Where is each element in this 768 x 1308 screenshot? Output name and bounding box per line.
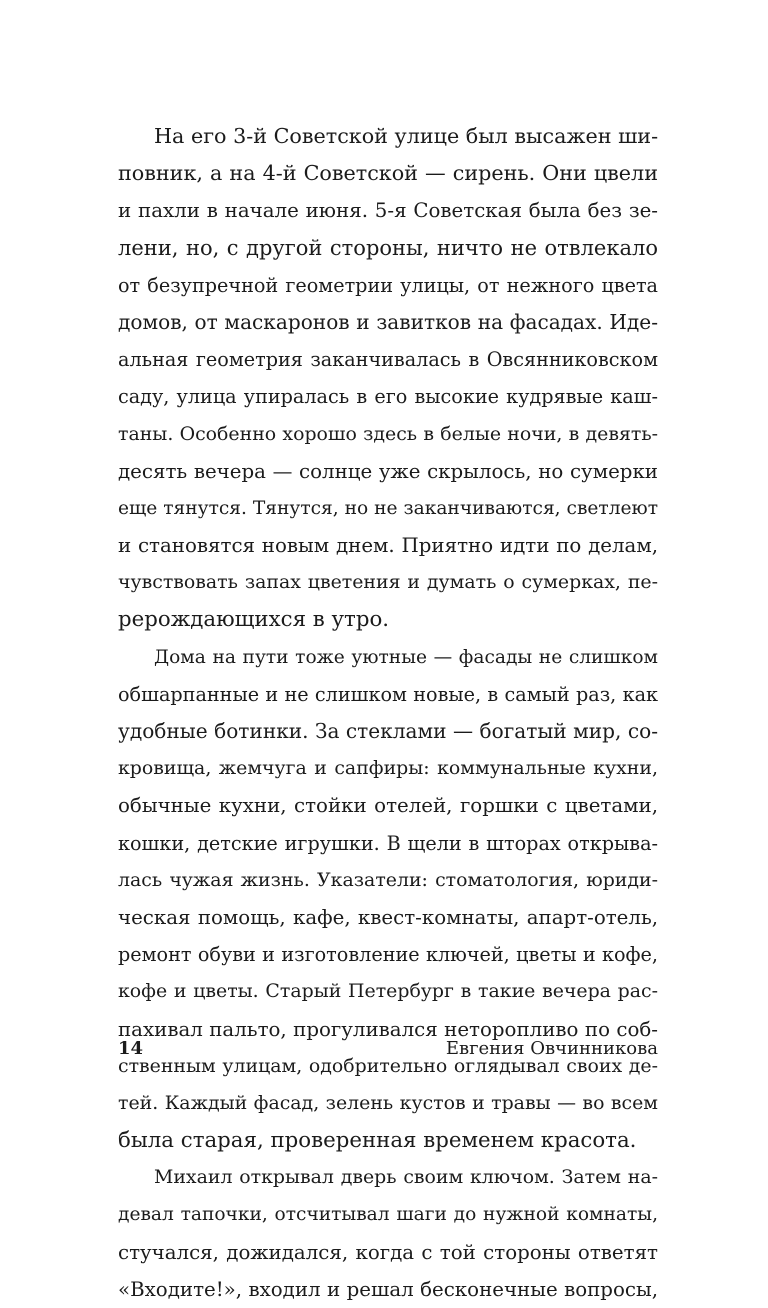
text-line: Михаил открывал дверь своим ключом. Затем на- (154, 1166, 658, 1189)
text-line: ственным улицам, одобрительно оглядывал своих де- (118, 1054, 658, 1077)
text-line: кофе и цветы. Старый Петербург в такие вечера рас- (118, 980, 658, 1003)
text-line: еще тянутся. Тянутся, но не заканчиваются, светлеют (118, 497, 658, 519)
page-number: 14 (118, 1038, 144, 1059)
text-line: чувствовать запах цветения и думать о сумерках, пе- (118, 571, 658, 594)
text-line: домов, от маскаронов и завитков на фасадах. Иде- (118, 309, 658, 334)
running-footer-author: Евгения Овчинникова (445, 1038, 658, 1059)
text-line: саду, улица упиралась в его высокие кудрявые каш- (118, 385, 658, 409)
text-line: от безупречной геометрии улицы, от нежного цвета (118, 273, 658, 297)
text-line: На его 3-й Советской улице был высажен ши- (154, 124, 659, 148)
text-line: была старая, проверенная временем красота. (118, 1128, 637, 1154)
text-line: ческая помощь, кафе, квест-комнаты, апарт-отель, (118, 905, 658, 929)
text-line: десять вечера — солнце уже скрылось, но сумерки (118, 459, 658, 483)
text-line: кровища, жемчуга и сапфиры: коммунальные кухни, (118, 757, 658, 780)
text-line: повник, а на 4-й Советской — сирень. Они цвели (118, 161, 658, 186)
text-line: «Входите!», входил и решал бесконечные вопросы, (118, 1277, 658, 1301)
body-text (118, 118, 658, 1308)
text-line: обычные кухни, стойки отелей, горшки с цветами, (118, 794, 658, 818)
page-footer (118, 1034, 658, 1064)
text-line: пахивал пальто, прогуливался неторопливо по соб- (118, 1017, 658, 1041)
text-line: тей. Каждый фасад, зелень кустов и травы — во всем (118, 1091, 658, 1114)
text-line: и становятся новым днем. Приятно идти по делам, (118, 534, 658, 558)
text-line: стучался, дожидался, когда с той стороны ответят (118, 1240, 658, 1264)
text-line: таны. Особенно хорошо здесь в белые ночи, в девять- (118, 422, 658, 445)
text-line: обшарпанные и не слишком новые, в самый раз, как (118, 682, 658, 706)
text-line: лась чужая жизнь. Указатели: стоматология, юриди- (118, 868, 658, 891)
text-line: Дома на пути тоже уютные — фасады не слишком (154, 646, 658, 668)
text-line: альная геометрия заканчивалась в Овсянниковском (118, 348, 658, 372)
text-line: кошки, детские игрушки. В щели в шторах открыва- (118, 831, 658, 855)
text-line: девал тапочки, отсчитывал шаги до нужной комнаты, (118, 1204, 658, 1226)
text-line: удобные ботинки. За стеклами — богатый мир, со- (118, 719, 658, 743)
text-line: лени, но, с другой стороны, ничто не отвлекало (118, 235, 658, 260)
text-line: и пахли в начале июня. 5-я Советская была без зе- (118, 199, 658, 223)
text-line: рерождающихся в утро. (118, 607, 390, 633)
text-line: ремонт обуви и изготовление ключей, цветы и кофе, (118, 943, 658, 967)
